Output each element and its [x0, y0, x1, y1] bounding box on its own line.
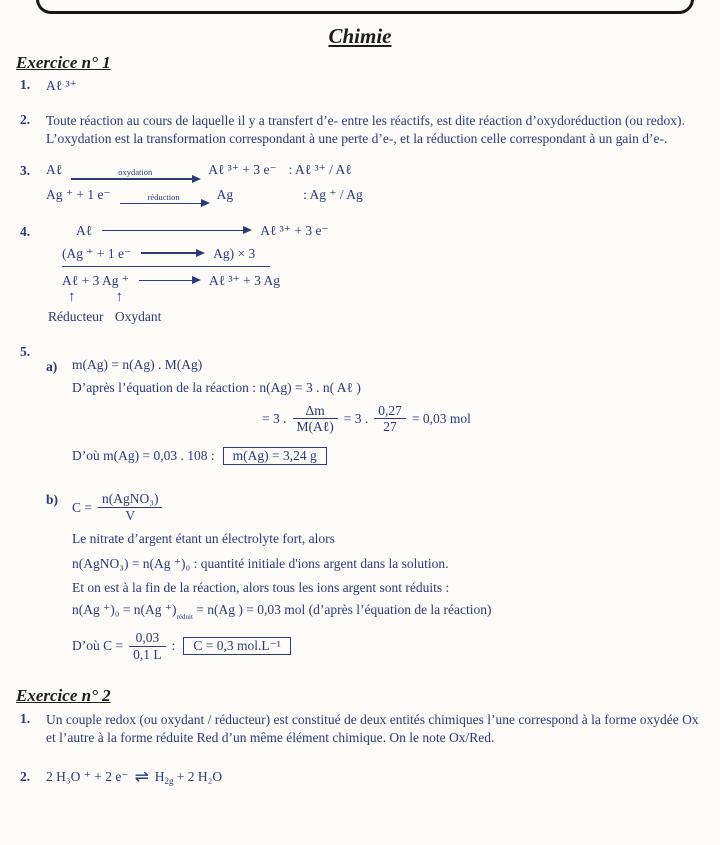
- fraction-denominator: M(Aℓ): [293, 418, 338, 435]
- ex1-q4-half-equation-1: [62, 224, 706, 238]
- reactant: Ag ⁺ + 1 e⁻: [46, 186, 111, 202]
- ex1-q1: [20, 77, 706, 95]
- reactant: (Ag ⁺ + 1 e⁻: [62, 245, 132, 261]
- ex1-q4-number: 4.: [20, 224, 31, 240]
- separator-colon: :: [171, 638, 176, 654]
- fraction-numerator: Δm: [305, 402, 325, 418]
- ex1-q5a-tag: a): [46, 358, 58, 374]
- quantity-rhs: = n(Ag ) = 0,03 mol (d’après l’équation de la réaction): [192, 602, 492, 618]
- ex1-q2-text: Toute réaction au cours de laquelle il y a transfert d’e- entre les réactifs, est dite réaction d’oxydoréduction (ou redox). L’oxydation est la transformation correspondant à une perte d’e-, et la réduction celle correspondant à un gain d’e-.: [46, 112, 685, 146]
- initial-quantity-relation: n(AgNO₃) = n(Ag ⁺)₀ : quantité initiale d'ions argent dans la solution.: [72, 555, 449, 571]
- ex2-q1: [20, 711, 706, 747]
- redox-couple: : Ag ⁺ / Ag: [303, 186, 363, 202]
- arrow-label: réduction: [147, 191, 180, 202]
- fraction-nAgNO3-V: [98, 491, 162, 523]
- equals-three: = 3 .: [343, 411, 369, 427]
- equilibrium-arrow-icon: ⇌: [134, 766, 149, 787]
- fraction-numerator: n(AgNO₃): [102, 491, 159, 507]
- right-arrow-icon: [139, 280, 199, 282]
- fraction-dm-MAl: [293, 403, 338, 435]
- ex1-q2-number: 2.: [20, 111, 31, 127]
- sum-rule-line: [62, 266, 270, 267]
- electrolyte-note: Le nitrate d’argent étant un électrolyte fort, alors: [72, 530, 335, 546]
- mass-computation: D’où m(Ag) = 0,03 . 108 :: [72, 447, 215, 463]
- ex1-q1-answer: Aℓ ³⁺: [46, 78, 77, 93]
- product: Ag: [216, 186, 234, 202]
- ex2-q2: [20, 766, 706, 787]
- up-arrow-icon: ↑: [68, 288, 76, 305]
- annotation-arrows: [62, 290, 706, 305]
- equation-rhs-rest: + 2 H₂O: [173, 768, 223, 784]
- concentration-computation: D’où C =: [72, 638, 124, 654]
- equation-lhs: 2 H₃O ⁺ + 2 e⁻: [46, 768, 129, 784]
- redox-couple: : Aℓ ³⁺ / Aℓ: [288, 162, 352, 178]
- fraction-numerator: 0,03: [135, 630, 160, 646]
- concentration-formula: [72, 491, 706, 523]
- ex1-q5b: [46, 491, 706, 662]
- c-equals: C =: [72, 499, 92, 515]
- boxed-concentration-result: C = 0,3 mol.L⁻¹: [183, 637, 290, 656]
- reactant: Aℓ: [46, 162, 63, 178]
- ex2-q1-text: Un couple redox (ou oxydant / réducteur) est constitué de deux entités chimiques l’une correspond à la forme oxydée Ox et l’autre à la forme réduite Red d’un même élément chimique. On le note Ox/Red.: [46, 712, 699, 745]
- mole-calculation: [262, 403, 706, 435]
- right-arrow-icon: [102, 230, 250, 232]
- mass-result-line: [72, 447, 706, 466]
- ex1-q4: [20, 224, 706, 305]
- quantity-lhs: n(Ag ⁺)₀ = n(Ag ⁺): [72, 602, 177, 618]
- ex1-q2: [20, 112, 706, 148]
- product: Aℓ ³⁺ + 3 Ag: [208, 273, 280, 289]
- right-arrow-icon: [141, 252, 203, 254]
- product: Aℓ ³⁺ + 3 e⁻: [260, 223, 329, 239]
- oxidation-arrow-icon: [71, 168, 199, 180]
- mass-formula: m(Ag) = n(Ag) . M(Ag): [72, 356, 203, 372]
- ex1-q5-number: 5.: [20, 343, 31, 359]
- exercise-2-heading: Exercice n° 2: [16, 686, 111, 706]
- reactant: Aℓ + 3 Ag ⁺: [62, 273, 129, 289]
- h2g-subscript: 2g: [164, 775, 174, 786]
- reaction-relation: D’après l’équation de la réaction : n(Ag) = 3 . n( Aℓ ): [72, 380, 361, 396]
- fraction-denominator: 27: [374, 418, 406, 435]
- concentration-result-line: [72, 630, 706, 662]
- reduced-subscript: réduit: [176, 613, 193, 622]
- fraction-denominator: V: [98, 507, 162, 524]
- exercise-1-heading: Exercice n° 1: [16, 53, 111, 72]
- up-arrow-icon: ↑: [115, 288, 123, 305]
- oxydant-label: Oxydant: [114, 308, 162, 324]
- ex1-q3-number: 3.: [20, 163, 31, 179]
- reducteur-label: Réducteur: [48, 308, 104, 324]
- ex1-q5: [20, 344, 706, 662]
- equals-three: = 3 .: [262, 411, 287, 427]
- ex2-q1-number: 1.: [20, 711, 31, 727]
- page-title: Chimie: [328, 24, 392, 48]
- ex1-q1-number: 1.: [20, 77, 31, 92]
- fraction-003-01L: [129, 630, 166, 662]
- end-of-reaction-note: Et on est à la fin de la réaction, alors tous les ions argent sont réduits :: [72, 579, 450, 595]
- ex1-q5a: [46, 358, 706, 466]
- ex1-q5b-tag: b): [46, 492, 59, 508]
- boxed-mass-result: m(Ag) = 3,24 g: [223, 447, 327, 466]
- ex1-q3: [20, 163, 706, 204]
- ex1-q3-oxidation-line: [46, 163, 706, 180]
- product: Ag) × 3: [213, 245, 256, 261]
- ex2-q2-number: 2.: [20, 768, 31, 784]
- equation-rhs-h: H: [154, 768, 165, 784]
- reduction-arrow-icon: [120, 193, 208, 205]
- arrow-label: oxydation: [118, 167, 153, 178]
- ex1-q3-reduction-line: [46, 188, 706, 205]
- mole-result: = 0,03 mol: [411, 411, 471, 427]
- reactant: Aℓ: [76, 223, 93, 239]
- ex2-q2-equation: [46, 766, 706, 787]
- fraction-numerator: 0,27: [378, 402, 402, 418]
- page-frame-border: [36, 0, 694, 14]
- ex1-q4-half-equation-2: [62, 247, 706, 261]
- quantity-equality-line: [72, 603, 706, 621]
- redox-role-labels: [48, 309, 720, 325]
- fraction-027-27: [374, 403, 406, 435]
- fraction-denominator: 0,1 L: [129, 646, 166, 663]
- ex1-q4-overall-equation: [62, 274, 706, 288]
- product: Aℓ ³⁺ + 3 e⁻: [208, 162, 277, 178]
